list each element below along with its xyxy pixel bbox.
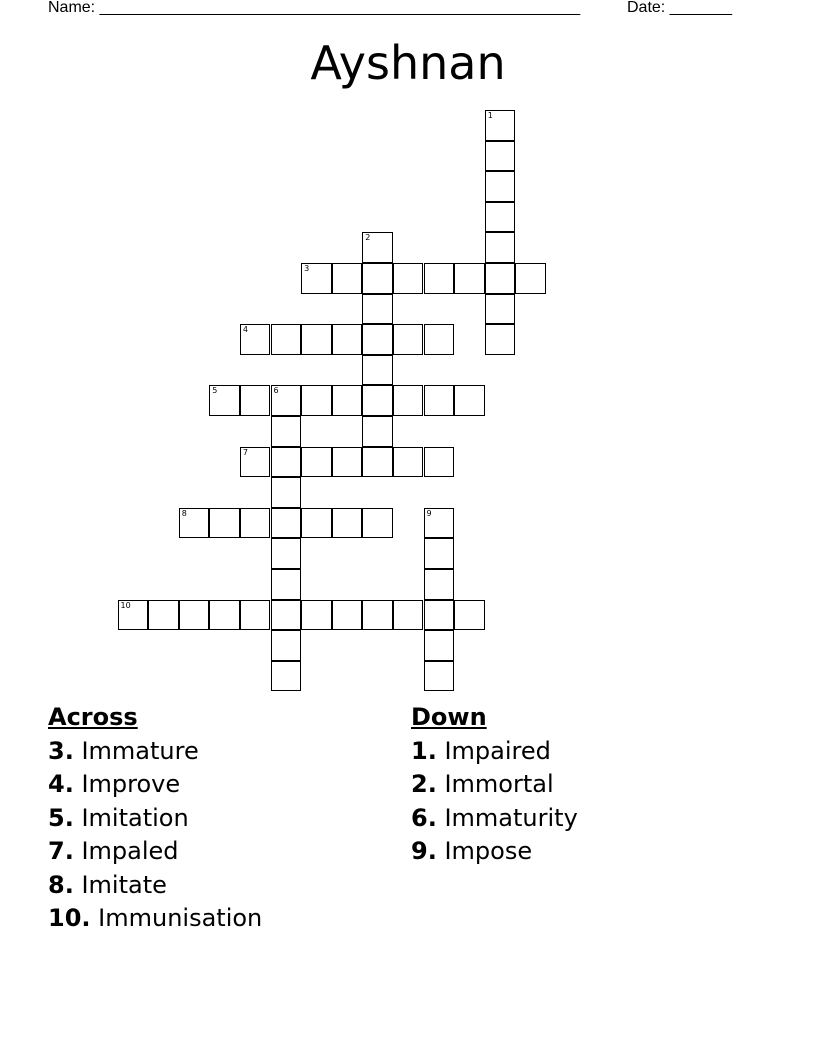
grid-cell[interactable]: [485, 232, 516, 263]
grid-cell[interactable]: [424, 538, 455, 569]
down-clues: [411, 701, 578, 869]
grid-cell[interactable]: [485, 202, 516, 233]
puzzle-title: Ayshnan: [310, 36, 506, 90]
grid-cell[interactable]: [424, 263, 455, 294]
across-clue: [48, 735, 262, 769]
clue-text: Immortal: [444, 770, 554, 798]
clue-number: 4.: [48, 770, 74, 798]
down-clue: [411, 768, 578, 802]
clue-number: 10: [120, 600, 131, 610]
grid-cell[interactable]: [271, 385, 302, 416]
grid-cell[interactable]: [240, 600, 271, 631]
grid-cell[interactable]: [332, 324, 363, 355]
down-heading: Down: [411, 703, 487, 731]
grid-cell[interactable]: [209, 508, 240, 539]
grid-cell[interactable]: [454, 263, 485, 294]
clue-text: Impaled: [81, 837, 179, 865]
grid-cell[interactable]: [271, 477, 302, 508]
grid-cell[interactable]: [301, 600, 332, 631]
across-clue: [48, 835, 262, 869]
clue-number: 7.: [48, 837, 74, 865]
clue-number: 4: [242, 325, 248, 335]
grid-cell[interactable]: [301, 324, 332, 355]
name-field-label: Name: ______________________________________________________: [48, 0, 581, 16]
grid-cell[interactable]: [424, 385, 455, 416]
grid-cell[interactable]: [424, 630, 455, 661]
clue-number: 5: [212, 386, 218, 396]
clue-number: 5.: [48, 803, 74, 832]
clue-number: 2: [365, 233, 371, 243]
grid-cell[interactable]: [424, 447, 455, 478]
across-clue: [48, 902, 262, 936]
grid-cell[interactable]: [271, 324, 302, 355]
clue-text: Improve: [81, 770, 181, 798]
grid-cell[interactable]: [515, 263, 546, 294]
across-clue: [48, 768, 262, 802]
grid-cell[interactable]: [332, 600, 363, 631]
grid-cell[interactable]: [362, 355, 393, 386]
grid-cell[interactable]: [332, 385, 363, 416]
grid-cell[interactable]: [332, 263, 363, 294]
grid-cell[interactable]: [454, 385, 485, 416]
grid-cell[interactable]: [362, 508, 393, 539]
grid-cell[interactable]: [485, 141, 516, 172]
grid-cell[interactable]: [271, 416, 302, 447]
across-heading: Across: [48, 703, 138, 731]
grid-cell[interactable]: [424, 600, 455, 631]
clue-number: 6: [273, 386, 279, 396]
clue-number: 1.: [411, 736, 437, 765]
clue-text: Immunisation: [98, 904, 263, 932]
grid-cell[interactable]: [240, 508, 271, 539]
grid-cell[interactable]: [271, 600, 302, 631]
grid-cell[interactable]: [362, 416, 393, 447]
grid-cell[interactable]: [362, 263, 393, 294]
clue-number: 3: [304, 264, 310, 273]
clue-text: Immature: [81, 736, 199, 765]
grid-cell[interactable]: [301, 508, 332, 539]
clue-number: 7: [242, 447, 248, 457]
clue-text: Imitation: [81, 803, 189, 832]
grid-cell[interactable]: [301, 447, 332, 478]
clue-number: 9.: [411, 837, 437, 865]
grid-cell[interactable]: [271, 661, 302, 692]
grid-cell[interactable]: [424, 508, 455, 539]
grid-cell[interactable]: [240, 447, 271, 478]
clue-number: 9: [426, 508, 432, 518]
grid-cell[interactable]: [393, 263, 424, 294]
clue-number: 10.: [48, 904, 91, 932]
down-clue: [411, 735, 578, 769]
grid-cell[interactable]: [362, 294, 393, 325]
clue-number: 1: [487, 111, 493, 120]
grid-cell[interactable]: [240, 324, 271, 355]
grid-cell[interactable]: [485, 294, 516, 325]
grid-cell[interactable]: [362, 324, 393, 355]
grid-cell[interactable]: [393, 600, 424, 631]
clue-number: 8: [181, 508, 187, 518]
grid-cell[interactable]: [485, 171, 516, 202]
down-clue: [411, 802, 578, 836]
clue-text: Impaired: [444, 736, 551, 765]
clue-text: Imitate: [81, 870, 167, 899]
grid-cell[interactable]: [179, 600, 210, 631]
grid-cell[interactable]: [485, 324, 516, 355]
grid-cell[interactable]: [485, 110, 516, 141]
grid-cell[interactable]: [393, 447, 424, 478]
grid-cell[interactable]: [271, 538, 302, 569]
grid-cell[interactable]: [148, 600, 179, 631]
date-field-label: Date: _______: [627, 0, 732, 16]
grid-cell[interactable]: [424, 661, 455, 692]
across-clue: [48, 869, 262, 903]
clue-text: Impose: [444, 837, 533, 865]
across-clue: [48, 802, 262, 836]
grid-cell[interactable]: [424, 569, 455, 600]
clue-number: 8.: [48, 870, 74, 899]
grid-cell[interactable]: [118, 600, 149, 631]
grid-cell[interactable]: [271, 569, 302, 600]
clue-number: 3.: [48, 736, 74, 765]
grid-cell[interactable]: [301, 385, 332, 416]
grid-cell[interactable]: [485, 263, 516, 294]
grid-cell[interactable]: [209, 600, 240, 631]
grid-cell[interactable]: [424, 324, 455, 355]
grid-cell[interactable]: [393, 324, 424, 355]
grid-cell[interactable]: [362, 232, 393, 263]
clue-number: 6.: [411, 803, 437, 832]
down-clue: [411, 835, 578, 869]
grid-cell[interactable]: [454, 600, 485, 631]
grid-cell[interactable]: [240, 385, 271, 416]
grid-cell[interactable]: [179, 508, 210, 539]
across-clues: [48, 701, 262, 936]
grid-cell[interactable]: [393, 385, 424, 416]
grid-cell[interactable]: [362, 385, 393, 416]
grid-cell[interactable]: [271, 508, 302, 539]
clue-text: Immaturity: [444, 803, 578, 832]
grid-cell[interactable]: [332, 508, 363, 539]
grid-cell[interactable]: [271, 447, 302, 478]
grid-cell[interactable]: [301, 263, 332, 294]
grid-cell[interactable]: [332, 447, 363, 478]
grid-cell[interactable]: [209, 385, 240, 416]
grid-cell[interactable]: [362, 600, 393, 631]
clue-number: 2.: [411, 770, 437, 798]
grid-cell[interactable]: [362, 447, 393, 478]
grid-cell[interactable]: [271, 630, 302, 661]
